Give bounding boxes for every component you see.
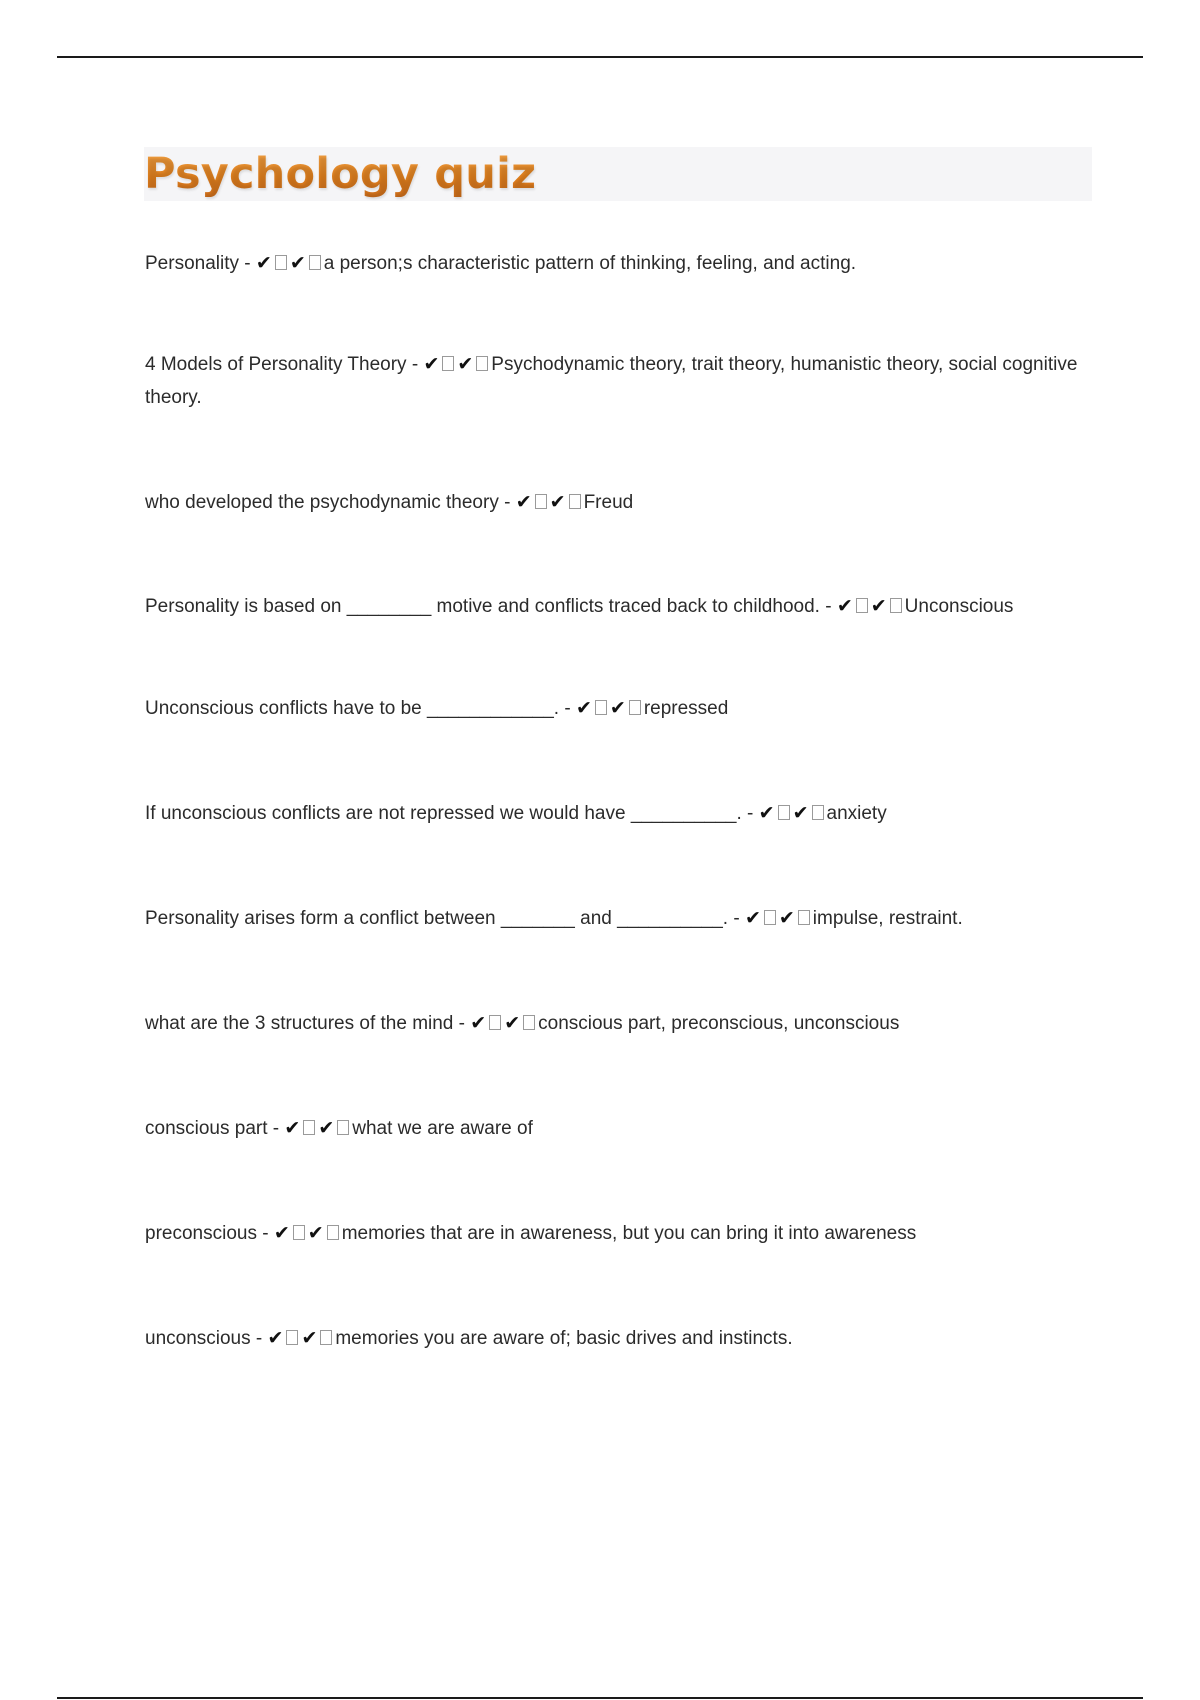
question-text: If unconscious conflicts are not repressed we would have __________. [145,803,742,824]
empty-box-icon [812,805,824,820]
empty-box-icon [286,1330,298,1345]
qa-item [145,1322,1080,1355]
qa-item [145,348,1080,414]
check-mark-icon: ✔ [609,697,626,719]
empty-box-icon [275,255,287,270]
check-mark-icon: ✔ [870,595,887,617]
check-mark-icon: ✔ [549,491,566,513]
empty-box-icon [523,1015,535,1030]
question-text: who developed the psychodynamic theory [145,492,499,513]
document-title: Psychology quiz [144,149,537,199]
check-mark-icon: ✔ [515,491,532,513]
qa-item [145,1007,1080,1040]
empty-box-icon [337,1120,349,1135]
qa-item [145,797,1080,830]
check-mark-icon: ✔ [267,1327,284,1349]
qa-item [145,1217,1080,1250]
empty-box-icon [293,1225,305,1240]
check-mark-icon: ✔ [289,252,306,274]
qa-item [145,247,1080,280]
empty-box-icon [778,805,790,820]
separator: - [250,1328,268,1349]
question-text: Personality arises form a conflict between _______ and __________. [145,908,729,929]
check-mark-icon: ✔ [423,353,440,375]
empty-box-icon [764,910,776,925]
question-text: Unconscious conflicts have to be ____________. [145,698,560,719]
answer-text: anxiety [826,803,887,824]
answer-text: conscious part, preconscious, unconscious [538,1013,900,1034]
qa-item [145,1112,1080,1145]
empty-box-icon [476,356,488,371]
separator: - [819,596,837,617]
separator: - [239,253,256,274]
answer-text: memories you are aware of; basic drives and instincts. [335,1328,793,1349]
check-mark-icon: ✔ [504,1012,521,1034]
answer-text: memories that are in awareness, but you can bring it into awareness [341,1223,917,1244]
check-mark-icon: ✔ [301,1327,318,1349]
answer-text: repressed [643,698,729,719]
check-mark-icon: ✔ [470,1012,487,1034]
answer-text: impulse, restraint. [812,908,963,929]
check-mark-icon: ✔ [575,697,592,719]
empty-box-icon [442,356,454,371]
separator: - [267,1118,285,1139]
check-mark-icon: ✔ [836,595,853,617]
separator: - [498,492,516,513]
separator: - [453,1013,471,1034]
question-text: Personality is based on ________ motive and conflicts traced back to childhood. [145,596,820,617]
empty-box-icon [856,598,868,613]
question-text: Personality [145,253,239,274]
check-mark-icon: ✔ [457,353,474,375]
question-text: preconscious [145,1223,257,1244]
empty-box-icon [890,598,902,613]
top-rule [57,56,1143,58]
answer-text: Freud [583,492,634,513]
check-mark-icon: ✔ [758,802,775,824]
check-mark-icon: ✔ [284,1117,301,1139]
separator: - [406,354,424,375]
empty-box-icon [309,255,321,270]
check-mark-icon: ✔ [273,1222,290,1244]
empty-box-icon [798,910,810,925]
empty-box-icon [320,1330,332,1345]
check-mark-icon: ✔ [792,802,809,824]
empty-box-icon [327,1225,339,1240]
check-mark-icon: ✔ [307,1222,324,1244]
check-mark-icon: ✔ [744,907,761,929]
answer-text: Unconscious [904,596,1014,617]
empty-box-icon [489,1015,501,1030]
answer-text: a person;s characteristic pattern of thinking, feeling, and acting. [323,253,857,274]
empty-box-icon [569,494,581,509]
separator: - [256,1223,274,1244]
check-mark-icon: ✔ [255,252,272,274]
empty-box-icon [303,1120,315,1135]
qa-item [145,486,1080,519]
separator: - [559,698,576,719]
bottom-rule [57,1697,1143,1699]
check-mark-icon: ✔ [778,907,795,929]
question-text: unconscious [145,1328,251,1349]
question-text: conscious part [145,1118,268,1139]
answer-text: Psychodynamic theory, trait theory, humanistic theory, social cognitive theory. [145,354,1078,408]
check-mark-icon: ✔ [318,1117,335,1139]
question-text: 4 Models of Personality Theory [145,354,407,375]
separator: - [741,803,759,824]
empty-box-icon [595,700,607,715]
empty-box-icon [535,494,547,509]
qa-item [145,590,1080,623]
qa-item [145,692,1080,725]
qa-item [145,902,1080,935]
question-text: what are the 3 structures of the mind [145,1013,454,1034]
answer-text: what we are aware of [352,1118,533,1139]
empty-box-icon [629,700,641,715]
separator: - [728,908,745,929]
